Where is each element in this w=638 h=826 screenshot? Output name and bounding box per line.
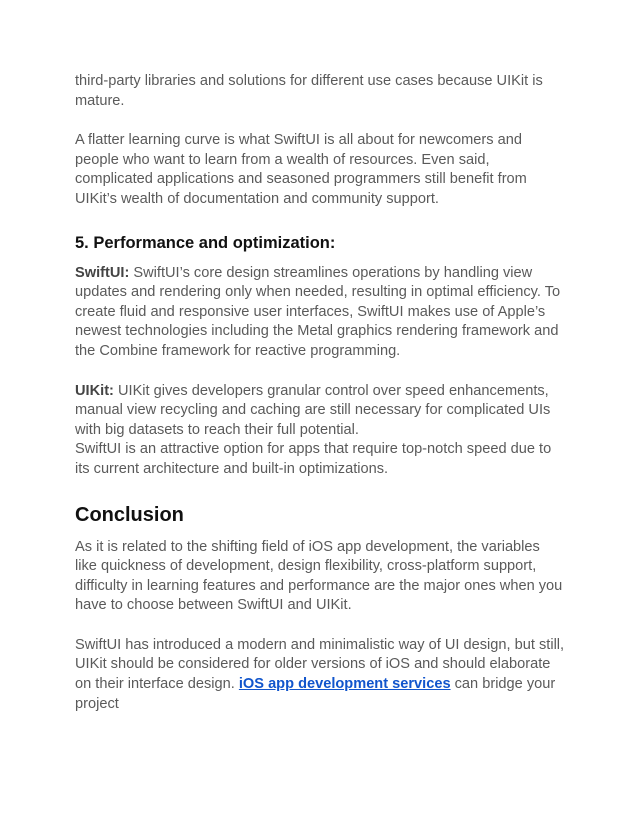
paragraph-learning-curve: A flatter learning curve is what SwiftUI is all about for newcomers and people who want to learn from a wealth of resources. Even said, complicated applications and seasoned programmers still benefit from UIKit’s wealth of documentation and community support. (75, 132, 527, 207)
paragraph-conclusion-summary (75, 636, 565, 714)
swiftui-label: SwiftUI: (75, 264, 130, 281)
swiftui-performance-text: SwiftUI’s core design streamlines operations by handling view updates and rendering only when needed, resulting in optimal efficiency. To create fluid and responsive user interfaces, SwiftUI makes use of Apple’s newest technologies including the Metal graphics rendering framework and the Combine framework for reactive programming. (75, 264, 561, 359)
section-heading-performance: 5. Performance and optimization: (75, 233, 336, 252)
uikit-performance-text: UIKit gives developers granular control over speed enhancements, manual view recycling and caching are still necessary for complicated UIs with big datasets to reach their full potential. (75, 382, 551, 438)
document-page (75, 72, 565, 714)
paragraph-uikit-maturity: third-party libraries and solutions for different use cases because UIKit is mature. (75, 73, 543, 109)
conclusion-text-after-link: can bridge your project (75, 676, 556, 712)
conclusion-text-before-link: SwiftUI has introduced a modern and minimalistic way of UI design, but still, UIKit should be considered for older versions of iOS and should elaborate on their interface design. (75, 636, 565, 693)
paragraph-performance-summary: SwiftUI is an attractive option for apps that require top-notch speed due to its current architecture and built-in optimizations. (75, 441, 552, 477)
ios-app-development-services-link[interactable]: iOS app development services (238, 676, 451, 693)
uikit-label: UIKit: (75, 382, 114, 399)
section-heading-conclusion: Conclusion (75, 503, 184, 526)
paragraph-conclusion-variables: As it is related to the shifting field of iOS app development, the variables like quickness of development, design flexibility, cross-platform support, difficulty in learning features and performance are the major ones when you have to choose between SwiftUI and UIKit. (75, 538, 563, 614)
paragraph-swiftui-performance (75, 264, 565, 362)
paragraph-uikit-performance (75, 382, 565, 441)
